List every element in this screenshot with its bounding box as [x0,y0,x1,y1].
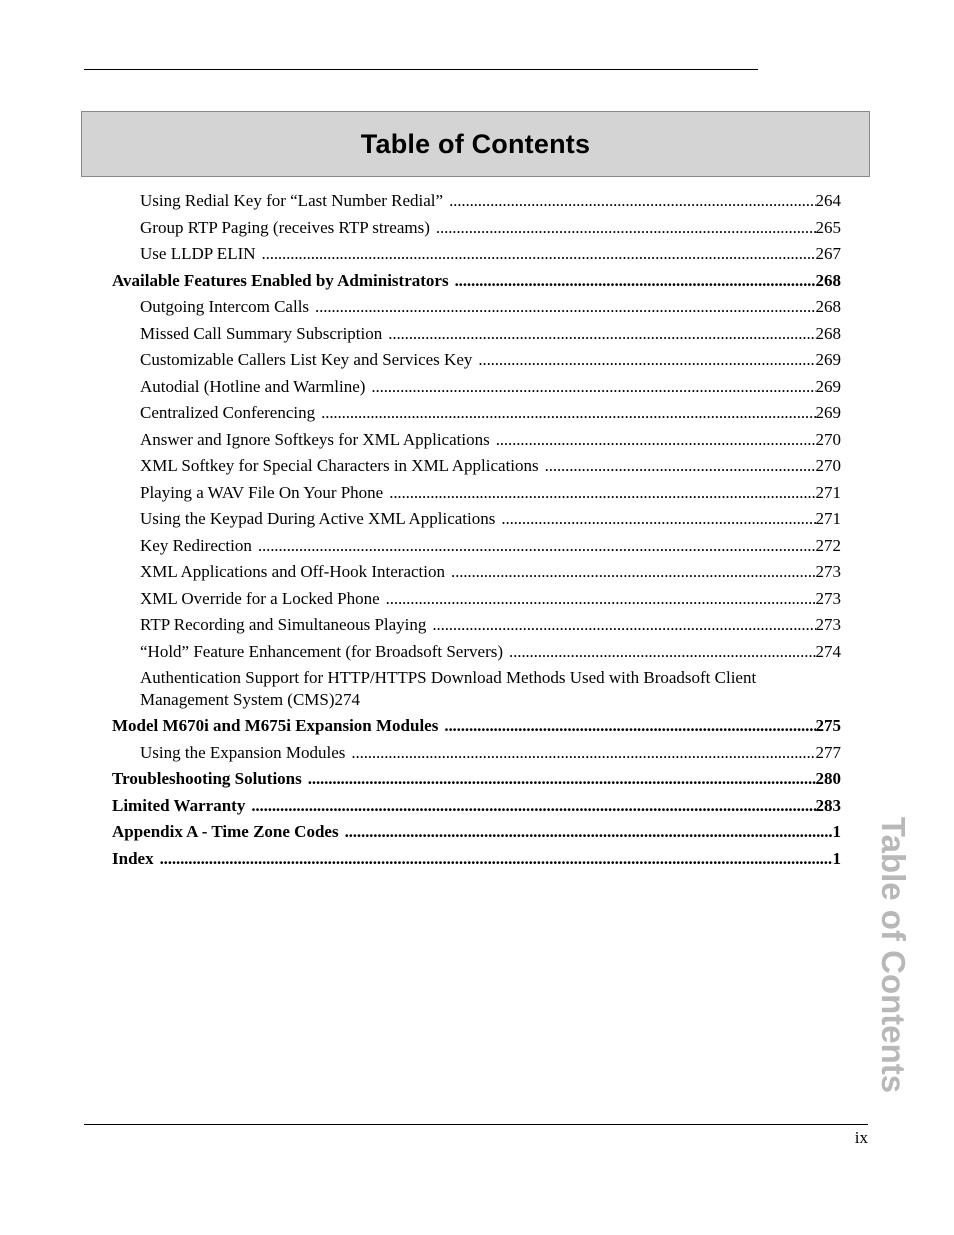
dot-leader [382,321,815,348]
toc-section[interactable] [112,793,841,820]
toc-entry[interactable] [140,506,841,533]
title-banner [81,111,870,177]
toc-section[interactable] [112,846,841,873]
top-rule [84,69,758,70]
toc-section-page: 1 [832,822,841,841]
toc-entry-page: 269 [815,403,841,422]
dot-leader [302,766,816,793]
toc-entry-page: 271 [815,509,841,528]
toc-entry[interactable] [140,453,841,480]
dot-leader [309,294,815,321]
toc-entry[interactable] [140,241,841,268]
toc-entry-page: 272 [815,535,841,555]
toc-entry[interactable] [140,215,841,242]
toc-entry[interactable] [140,586,841,613]
toc-entry[interactable] [140,347,841,374]
toc-section[interactable] [112,766,841,793]
toc-entry[interactable] [140,612,841,639]
toc-entry-text: Using Redial Key for “Last Number Redial” [140,191,444,210]
toc-section-page: 283 [815,795,841,815]
dot-leader [345,740,815,767]
dot-leader [449,268,816,295]
toc-entry-text: Key Redirection [140,535,252,555]
toc-entry-page: 268 [815,323,841,343]
toc-entry[interactable] [140,665,841,713]
toc-section-text: Available Features Enabled by Administrators [112,270,449,290]
dot-leader [315,400,815,427]
toc-entry-text: Answer and Ignore Softkeys for XML Applications [140,429,490,449]
dot-leader [503,639,815,666]
toc-section-page: 1 [832,848,841,868]
toc-entry[interactable] [140,639,841,666]
side-tab [868,800,918,1110]
dot-leader [383,480,815,507]
toc-entry[interactable] [140,740,841,767]
dot-leader [539,453,816,480]
toc-section[interactable] [112,268,841,295]
toc-entry-page: 274 [815,641,841,661]
page-title: Table of Contents [360,128,591,159]
toc-list [112,188,841,872]
toc-section-page: 280 [815,769,841,788]
toc-section[interactable] [112,819,841,846]
toc-entry-page: 269 [815,350,841,369]
toc-entry-page: 273 [815,615,841,634]
toc-entry-text: Autodial (Hotline and Warmline) [140,376,366,396]
toc-section-text: Limited Warranty [112,795,246,815]
dot-leader [245,793,815,820]
toc-entry[interactable] [140,400,841,427]
toc-entry-page: 269 [815,376,841,396]
toc-entry-text: Group RTP Paging (receives RTP streams) [140,217,430,237]
toc-entry-text: Using the Keypad During Active XML Applications [140,509,496,528]
dot-leader [380,586,816,613]
toc-entry[interactable] [140,559,841,586]
dot-leader [365,374,815,401]
toc-entry-text: Management System (CMS) [140,690,335,709]
dot-leader [339,819,833,846]
toc-entry-page: 264 [815,191,841,210]
dot-leader [445,559,816,586]
dot-leader [426,612,815,639]
toc-entry[interactable] [140,294,841,321]
toc-entry-page: 273 [815,562,841,581]
toc-entry[interactable] [140,533,841,560]
toc-entry[interactable] [140,188,841,215]
side-tab-label: Table of Contents [875,816,912,1094]
dot-leader [438,713,815,740]
toc-entry-text: Missed Call Summary Subscription [140,323,383,343]
toc-entry-text: RTP Recording and Simultaneous Playing [140,615,427,634]
toc-section-page: 275 [815,716,841,735]
toc-entry-text: Customizable Callers List Key and Services Key [140,350,473,369]
toc-entry-text: Centralized Conferencing [140,403,316,422]
toc-entry-page: 274 [334,690,361,709]
toc-entry-text: Using the Expansion Modules [140,742,346,762]
toc-entry-text: Use LLDP ELIN [140,244,256,263]
toc-entry[interactable] [140,480,841,507]
toc-entry-page: 277 [815,742,841,762]
toc-section-page: 268 [815,270,841,290]
toc-entry-page: 270 [815,456,841,475]
toc-entry-text: XML Applications and Off-Hook Interaction [140,562,445,581]
toc-section-text: Troubleshooting Solutions [112,769,302,788]
dot-leader [490,427,816,454]
toc-section[interactable] [112,713,841,740]
dot-leader [154,846,833,873]
toc-entry-page: 273 [815,588,841,608]
toc-section-text: Appendix A - Time Zone Codes [112,822,339,841]
toc-entry-page: 268 [815,297,841,316]
dot-leader [472,347,815,374]
toc-entry-text: Outgoing Intercom Calls [140,297,310,316]
page-number: ix [854,1128,868,1147]
toc-entry-text: Playing a WAV File On Your Phone [140,482,384,502]
toc-entry-page: 271 [815,482,841,502]
toc-entry-page: 267 [815,244,841,263]
toc-entry-page: 265 [815,217,841,237]
toc-entry-text: “Hold” Feature Enhancement (for Broadsoft Servers) [140,641,504,661]
toc-section-text: Model M670i and M675i Expansion Modules [112,716,439,735]
toc-entry[interactable] [140,374,841,401]
dot-leader [495,506,815,533]
bottom-rule [84,1124,868,1125]
toc-entry[interactable] [140,427,841,454]
toc-entry-text: XML Softkey for Special Characters in XML Applications [140,456,539,475]
dot-leader [252,533,816,560]
toc-entry-page: 270 [815,429,841,449]
toc-entry-text: XML Override for a Locked Phone [140,588,380,608]
toc-section-text: Index [112,848,154,868]
toc-entry-text-line1: Authentication Support for HTTP/HTTPS Download Methods Used with Broadsoft Client [140,668,757,687]
toc-entry[interactable] [140,321,841,348]
dot-leader [443,188,815,215]
dot-leader [256,241,816,268]
dot-leader [430,215,816,242]
